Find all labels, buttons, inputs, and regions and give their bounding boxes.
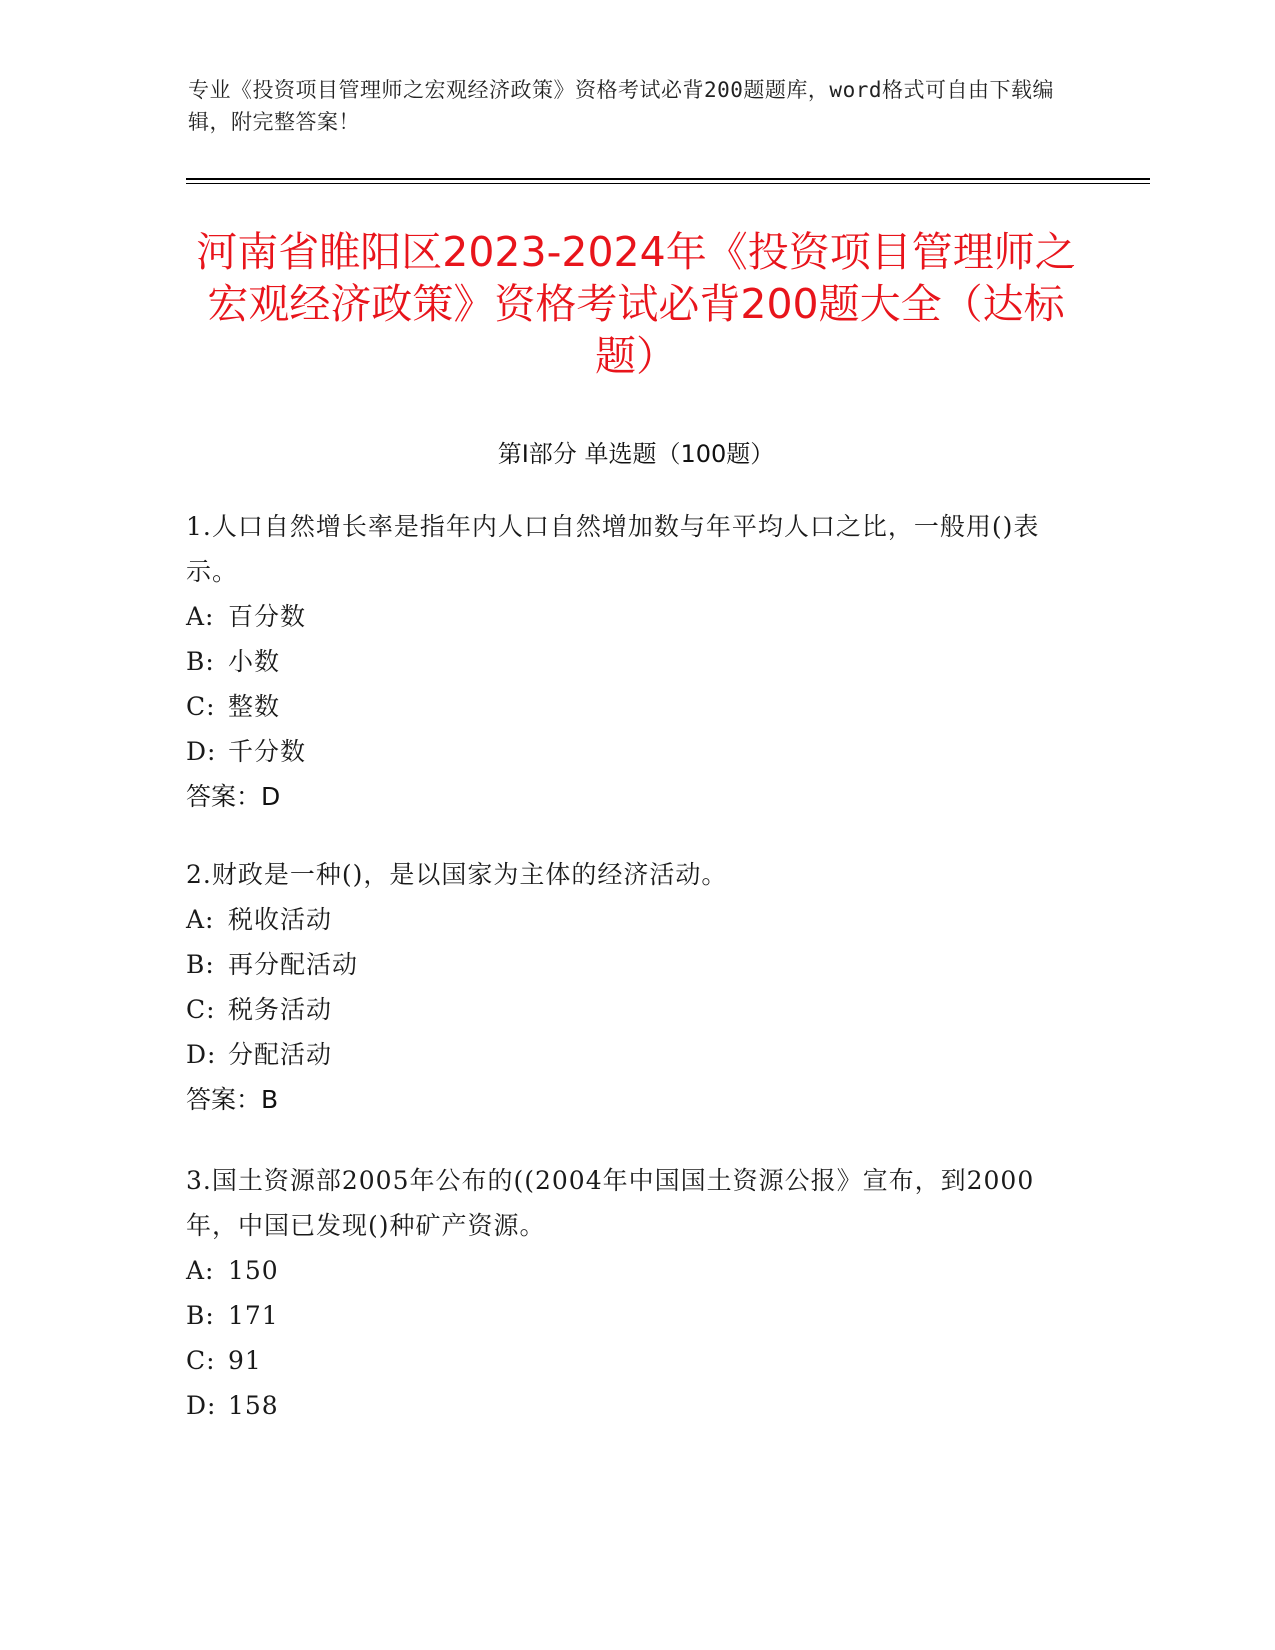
header-note: 专业《投资项目管理师之宏观经济政策》资格考试必背200题题库，word格式可自由下载编辑，附完整答案！ — [188, 78, 1054, 134]
option-text: 171 — [228, 1301, 279, 1330]
option-text: 再分配活动 — [228, 950, 359, 979]
option-c — [186, 987, 1066, 1032]
header-divider-thick — [186, 178, 1150, 180]
option-letter: D: — [186, 737, 217, 766]
document-title: 河南省睢阳区2023-2024年《投资项目管理师之宏观经济政策》资格考试必背200题大全（达标题） — [196, 228, 1076, 380]
option-text: 小数 — [228, 647, 281, 676]
question-1 — [186, 504, 1066, 819]
option-text: 千分数 — [228, 737, 307, 766]
option-letter: B: — [186, 647, 215, 676]
option-b — [186, 639, 1066, 684]
option-text: 税务活动 — [228, 995, 333, 1024]
option-c — [186, 1338, 1066, 1383]
option-text: 整数 — [228, 692, 281, 721]
option-letter: B: — [186, 1301, 215, 1330]
question-2 — [186, 852, 1066, 1122]
option-letter: A: — [186, 602, 215, 631]
option-letter: A: — [186, 1256, 215, 1285]
option-text: 税收活动 — [228, 905, 333, 934]
question-3 — [186, 1158, 1066, 1428]
option-a — [186, 594, 1066, 639]
option-text: 91 — [228, 1346, 262, 1375]
question-text: 1.人口自然增长率是指年内人口自然增加数与年平均人口之比，一般用()表示。 — [186, 512, 1040, 586]
question-text: 2.财政是一种()，是以国家为主体的经济活动。 — [186, 860, 728, 889]
option-b — [186, 1293, 1066, 1338]
option-letter: D: — [186, 1391, 217, 1420]
option-letter: C: — [186, 692, 216, 721]
option-text: 158 — [228, 1391, 279, 1420]
option-text: 150 — [228, 1256, 279, 1285]
option-d — [186, 729, 1066, 774]
option-letter: C: — [186, 995, 216, 1024]
option-b — [186, 942, 1066, 987]
header-divider-thin — [186, 183, 1150, 184]
option-letter: D: — [186, 1040, 217, 1069]
option-a — [186, 897, 1066, 942]
option-text: 百分数 — [228, 602, 307, 631]
question-text: 3.国土资源部2005年公布的((2004年中国国土资源公报》宣布，到2000年，中国已发现()种矿产资源。 — [186, 1166, 1035, 1240]
section-heading: 第Ⅰ部分 单选题（100题） — [497, 440, 775, 468]
answer-line: 答案：D — [186, 782, 281, 811]
option-text: 分配活动 — [228, 1040, 333, 1069]
option-d — [186, 1383, 1066, 1428]
option-letter: B: — [186, 950, 215, 979]
answer-line: 答案：B — [186, 1085, 279, 1114]
option-c — [186, 684, 1066, 729]
option-letter: C: — [186, 1346, 216, 1375]
option-d — [186, 1032, 1066, 1077]
option-a — [186, 1248, 1066, 1293]
option-letter: A: — [186, 905, 215, 934]
